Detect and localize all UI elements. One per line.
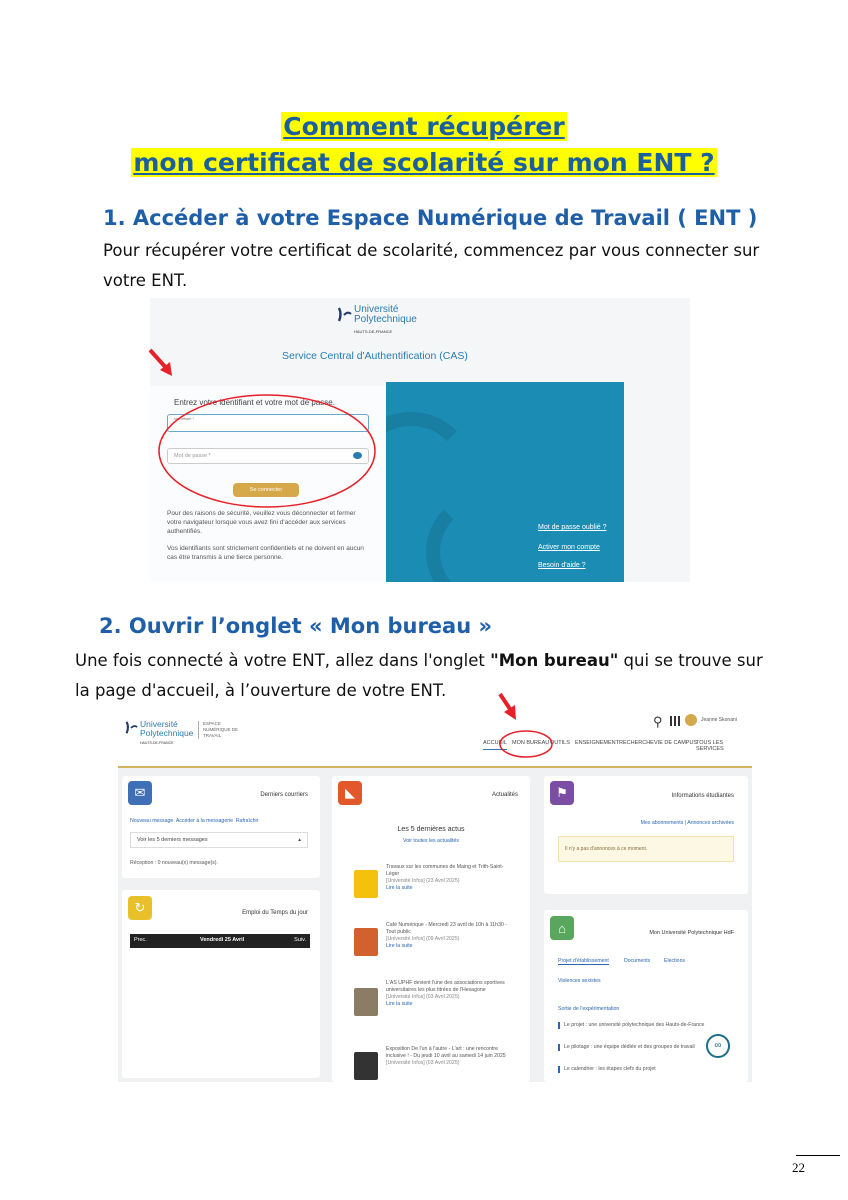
news-thumbnail-cafe bbox=[354, 928, 378, 956]
forgot-password-link[interactable]: Mot de passe oublié ? bbox=[538, 524, 607, 531]
no-announcements-message: Il n'y a pas d'annonces à ce moment. bbox=[558, 836, 734, 862]
prev-day-button[interactable]: Prec. bbox=[134, 937, 147, 943]
see-all-news-link[interactable]: Voir toutes les actualités bbox=[403, 838, 459, 844]
nav-tab-accueil[interactable]: ACCUEIL bbox=[483, 740, 507, 750]
rss-icon: ◣ bbox=[338, 781, 362, 805]
section1-heading: 1. Accéder à votre Espace Numérique de Travail ( ENT ) bbox=[103, 206, 758, 230]
access-mailbox-link[interactable]: Accéder à la messagerie bbox=[175, 818, 233, 824]
mail-card bbox=[122, 776, 320, 878]
username-label: Identifiant * bbox=[174, 416, 195, 421]
news-card-title: Actualités bbox=[491, 792, 518, 798]
news-heading: Les 5 dernières actus bbox=[397, 826, 465, 833]
subscriptions-link[interactable]: Mes abonnements bbox=[640, 820, 684, 826]
page-number: 22 bbox=[792, 1160, 805, 1175]
archived-announcements-link[interactable]: Annonces archivées bbox=[687, 820, 734, 826]
schedule-icon: ↻ bbox=[128, 896, 152, 920]
nav-tab-recherche[interactable]: RECHERCHE bbox=[619, 740, 654, 746]
tab-projet[interactable]: Projet d'établissement bbox=[558, 958, 609, 964]
cas-prompt: Entrez votre identifiant et votre mot de passe. bbox=[174, 398, 335, 407]
current-day: Vendredi 25 Avril bbox=[200, 937, 245, 943]
section2-paragraph: Une fois connecté à votre ENT, allez dans l'onglet "Mon bureau" qui se trouve sur la page d'accueil, à l’ouverture de votre ENT. bbox=[75, 651, 763, 700]
mail-actions bbox=[130, 818, 258, 824]
news-item[interactable]: Exposition De l'un à l'autre - L'art : une rencontre inclusive ! - Du jeudi 10 avril au samedi 14 juin 2025 [Université Infos] (03 Avril 2025) bbox=[386, 1046, 506, 1066]
nav-tab-enseignement[interactable]: ENSEIGNEMENT bbox=[575, 740, 620, 746]
ent-homepage-screenshot bbox=[118, 706, 752, 1082]
info-links: Mes abonnements | Annonces archivées bbox=[640, 820, 734, 826]
news-card bbox=[332, 776, 530, 1082]
tab-documents[interactable]: Documents bbox=[624, 958, 651, 964]
help-link[interactable]: Besoin d'aide ? bbox=[538, 562, 586, 569]
news-thumbnail-sport bbox=[354, 988, 378, 1016]
ent-espace-label: ESPACE NUMÉRIQUE DE TRAVAIL bbox=[198, 721, 238, 739]
messages-select[interactable]: Voir les 5 derniers messages ▴ bbox=[130, 832, 308, 848]
info-card-title: Informations étudiantes bbox=[671, 793, 734, 799]
search-icon[interactable]: ⚲ bbox=[653, 714, 663, 729]
activate-account-link[interactable]: Activer mon compte bbox=[538, 544, 600, 551]
building-icon: ⌂ bbox=[550, 916, 574, 940]
nav-tab-vie-de-campus[interactable]: VIE DE CAMPUS bbox=[654, 740, 698, 746]
violences-link[interactable]: Violences sexistes bbox=[558, 978, 601, 984]
user-name: Jeanne Skonani bbox=[701, 717, 737, 723]
uphf-card-title: Mon Université Polytechnique HdF bbox=[649, 930, 734, 936]
new-message-link[interactable]: Nouveau message bbox=[130, 818, 174, 824]
ent-logo-icon bbox=[124, 720, 138, 741]
university-logo-icon bbox=[336, 306, 350, 322]
tab-elections[interactable]: Elections bbox=[664, 958, 686, 964]
schedule-nav-bar bbox=[130, 934, 310, 948]
project-item[interactable]: Le pilotage : une équipe dédiée et des groupes de travail bbox=[558, 1044, 728, 1051]
cas-red-annotation bbox=[144, 344, 384, 510]
mail-reception-status: Réception : 0 nouveau(x) message(s). bbox=[130, 860, 218, 866]
cas-security-notice: Pour des raisons de sécurité, veuillez vous déconnecter et fermer votre navigateur lorsque vous avez fini d'accéder aux services authentifiés. bbox=[167, 510, 356, 535]
ent-header bbox=[118, 706, 752, 768]
ent-red-annotation bbox=[494, 690, 558, 764]
nav-tab-mon-bureau[interactable]: MON BUREAU bbox=[512, 740, 550, 746]
section2-heading: 2. Ouvrir l’onglet « Mon bureau » bbox=[99, 614, 493, 638]
nav-tab-outils[interactable]: OUTILS bbox=[550, 740, 570, 746]
news-thumbnail-roadwork bbox=[354, 870, 378, 898]
document-title-line1: Comment récupérer bbox=[283, 112, 565, 141]
info-icon: ⚑ bbox=[550, 781, 574, 805]
cas-logo-text: Université Polytechnique HAUTS-DE-FRANCE bbox=[354, 304, 417, 334]
ent-logo-text: Université Polytechnique HAUTS-DE-FRANCE bbox=[140, 719, 194, 745]
news-item[interactable]: Travaux sur les communes de Maing et Trith-Saint-Léger [Université Infos] (23 Avril 2025) Lire la suite bbox=[386, 864, 504, 891]
user-avatar[interactable] bbox=[685, 714, 697, 726]
section1-paragraph: Pour récupérer votre certificat de scolarité, commencez par vous connecter sur votre ENT. bbox=[103, 241, 760, 290]
uphf-card bbox=[544, 910, 748, 1082]
exit-experiment-link[interactable]: Sortie de l'expérimentation bbox=[558, 1006, 620, 1012]
mail-icon: ✉ bbox=[128, 781, 152, 805]
refresh-link[interactable]: Rafraîchir bbox=[235, 818, 259, 824]
accessibility-icon[interactable]: ∞ bbox=[706, 1034, 730, 1058]
password-placeholder: Mot de passe * bbox=[174, 453, 211, 459]
project-item[interactable]: Le projet : une université polytechnique des Hauts-de-France bbox=[558, 1022, 728, 1029]
student-info-card bbox=[544, 776, 748, 894]
news-item[interactable]: Café Numérique - Mercredi 23 avril de 10h à 11h30 - Tout public [Université Infos] (09 Avril 2025) Lire la suite bbox=[386, 922, 508, 949]
cas-confidential-notice: Vos identifiants sont strictement confidentiels et ne doivent en aucun cas être transmis à une tierce personne. bbox=[167, 545, 364, 561]
document-title-line2: mon certificat de scolarité sur mon ENT ? bbox=[133, 148, 715, 177]
cas-service-title: Service Central d'Authentification (CAS) bbox=[282, 350, 468, 362]
login-button[interactable]: Se connecter bbox=[233, 483, 299, 497]
news-thumbnail-exhibition bbox=[354, 1052, 378, 1080]
schedule-card bbox=[122, 890, 320, 1078]
schedule-card-title: Emploi du Temps du jour bbox=[242, 910, 308, 916]
project-item[interactable]: Le calendrier : les étapes clefs du projet bbox=[558, 1066, 728, 1073]
mail-card-title: Derniers courriers bbox=[260, 792, 308, 798]
nav-tab-tous-les-services[interactable]: TOUS LES SERVICES bbox=[696, 740, 724, 752]
cas-blue-panel bbox=[386, 382, 624, 582]
next-day-button[interactable]: Suiv. bbox=[294, 937, 306, 943]
apps-grid-icon[interactable] bbox=[670, 716, 680, 726]
footer-rule bbox=[796, 1155, 840, 1156]
news-item[interactable]: L'AS UPHF devient l'une des associations sportives universitaires les plus titrées de l'Hexagone [Université Infos] (03 Avril 2025) Lire la suite bbox=[386, 980, 505, 1007]
